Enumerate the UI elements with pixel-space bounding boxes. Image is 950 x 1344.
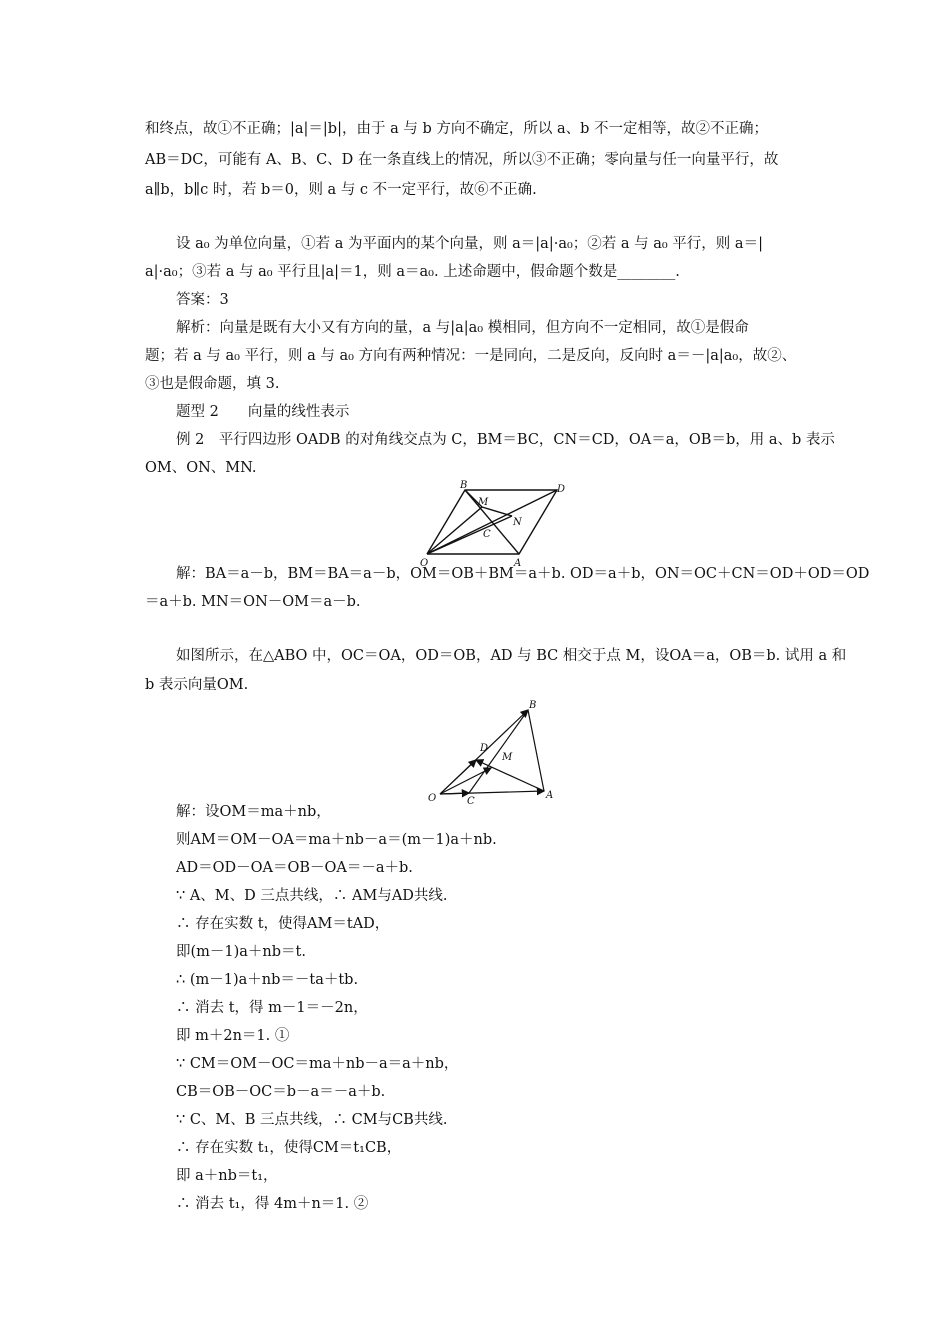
text-line: 和终点，故①不正确；|a|＝|b|，由于 a 与 b 方向不确定，所以 a、b 不一定相等，故②不正确； bbox=[145, 121, 768, 137]
text-line: ③也是假命题，填 3. bbox=[145, 376, 280, 392]
text-line: AD＝OD－OA＝OB－OA＝－a＋b. bbox=[176, 860, 413, 876]
text-line: 例 2 平行四边形 OADB 的对角线交点为 C，BM＝BC，CN＝CD，OA＝a，OB＝b，用 a、b 表示 bbox=[176, 432, 835, 448]
text-line: a∥b，b∥c 时，若 b＝0，则 a 与 c 不一定平行，故⑥不正确. bbox=[145, 182, 537, 198]
text-line: ∵ C、M、B 三点共线，∴ CM与CB共线. bbox=[176, 1112, 448, 1128]
label-D: D bbox=[480, 743, 489, 754]
text-line: ＝a＋b. MN＝ON－OM＝a－b. bbox=[145, 594, 361, 610]
text-line: 如图所示，在△ABO 中，OC＝OA，OD＝OB，AD 与 BC 相交于点 M，设OA＝a，OB＝b. 试用 a 和 bbox=[176, 648, 847, 664]
answer-line: 答案：3 bbox=[176, 292, 229, 308]
text-line: 即 a＋nb＝t₁， bbox=[176, 1168, 278, 1184]
label-O: O bbox=[420, 558, 429, 569]
label-N: N bbox=[513, 517, 522, 528]
label-M: M bbox=[478, 497, 489, 508]
text-line: ∴ 存在实数 t，使得AM＝tAD， bbox=[176, 916, 390, 932]
text-line: a|·a₀；③若 a 与 a₀ 平行且|a|＝1，则 a＝a₀. 上述命题中，假命题个数是________. bbox=[145, 264, 680, 280]
label-B: B bbox=[529, 700, 537, 711]
text-line: 即(m－1)a＋nb＝t. bbox=[176, 944, 306, 960]
text-line: 解：BA＝a－b，BM＝BA＝a－b，OM＝OB＋BM＝a＋b. OD＝a＋b，ON＝OC＋CN＝OD＋OD＝OD bbox=[176, 566, 870, 582]
label-C: C bbox=[467, 796, 475, 807]
text-line: 题；若 a 与 a₀ 平行，则 a 与 a₀ 方向有两种情况：一是同向，二是反向，反向时 a＝－|a|a₀，故②、 bbox=[145, 348, 797, 364]
label-A: A bbox=[514, 558, 522, 569]
label-D: D bbox=[557, 484, 566, 495]
text-line: ∵ A、M、D 三点共线，∴ AM与AD共线. bbox=[176, 888, 448, 904]
text-line: ∴ 消去 t，得 m－1＝－2n， bbox=[176, 1000, 368, 1016]
label-M: M bbox=[502, 752, 513, 763]
text-line: CB＝OB－OC＝b－a＝－a＋b. bbox=[176, 1084, 386, 1100]
text-line: 解析：向量是既有大小又有方向的量，a 与|a|a₀ 模相同，但方向不一定相同，故①是假命 bbox=[176, 320, 749, 336]
text-line: ∴ 消去 t₁，得 4m＋n＝1. ② bbox=[176, 1196, 369, 1212]
text-line: 则AM＝OM－OA＝ma＋nb－a＝(m－1)a＋nb. bbox=[176, 832, 497, 848]
text-line: 即 m＋2n＝1. ① bbox=[176, 1028, 290, 1044]
label-C: C bbox=[483, 529, 491, 540]
parallelogram-figure bbox=[420, 480, 580, 570]
text-line: ∴ (m－1)a＋nb＝－ta＋tb. bbox=[176, 972, 359, 988]
text-line: AB＝DC，可能有 A、B、C、D 在一条直线上的情况，所以③不正确；零向量与任一向量平行，故 bbox=[145, 152, 779, 168]
text-line: ∵ CM＝OM－OC＝ma＋nb－a＝a＋nb， bbox=[176, 1056, 459, 1072]
section-heading: 题型 2 向量的线性表示 bbox=[176, 404, 350, 420]
label-B: B bbox=[460, 480, 468, 491]
triangle-figure bbox=[425, 698, 560, 808]
text-line: 设 a₀ 为单位向量，①若 a 为平面内的某个向量，则 a＝|a|·a₀；②若 a 与 a₀ 平行，则 a＝| bbox=[176, 236, 763, 252]
label-O: O bbox=[428, 793, 437, 804]
text-line: ∴ 存在实数 t₁，使得CM＝t₁CB， bbox=[176, 1140, 402, 1156]
text-line: 解：设OM＝ma＋nb， bbox=[176, 804, 331, 820]
text-line: OM、ON、MN. bbox=[145, 460, 257, 476]
text-line: b 表示向量OM. bbox=[145, 677, 249, 693]
label-A: A bbox=[546, 790, 554, 801]
